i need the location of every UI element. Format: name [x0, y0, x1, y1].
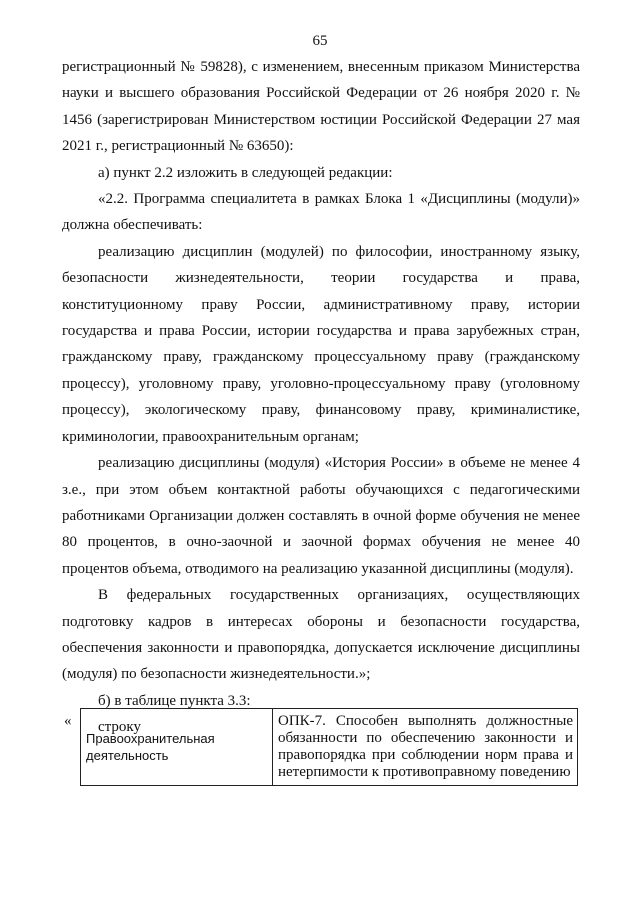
paragraph-item-a: а) пункт 2.2 изложить в следующей редакции: — [98, 164, 393, 181]
paragraph-disciplines-list: реализацию дисциплин (модулей) по философии, иностранному языку, безопасности жизнедеятельности, теории государства и права, конституционному праву России, административному праву, истории государства и права России, истории государства и права зарубежных стран, гражданскому праву, гражданскому процессуальному праву (гражданскому процессу), уголовному праву, уголовно-процессуальному праву (уголовному процессу), экологическому праву, финансовому праву, криминалистике, криминологии, правоохранительным органам; — [62, 243, 580, 445]
paragraph-history-of-russia: реализацию дисциплины (модуля) «История России» в объеме не менее 4 з.е., при этом объем контактной работы обучающихся с педагогическими работниками Организации должен составлять в очной форме обучения не менее 80 процентов, в очно-заочной и заочной формах обучения не менее 40 процентов объема, отводимого на реализацию указанной дисциплины (модуля). — [62, 455, 580, 577]
competency-table — [80, 708, 578, 786]
page-number: 65 — [312, 33, 328, 49]
paragraph-row-label: строку — [98, 719, 141, 736]
competency-cell: ОПК-7. Способен выполнять должностные обязанности по обеспечению законности и правопорядка при соблюдении норм права и нетерпимости к противоправному поведению — [273, 709, 578, 786]
table-open-quote: « — [64, 713, 72, 729]
paragraph-clause-2-2: «2.2. Программа специалитета в рамках Блока 1 «Дисциплины (модули)» должна обеспечивать: — [62, 191, 580, 234]
paragraph-federal-organizations: В федеральных государственных организациях, осуществляющих подготовку кадров в интересах обороны и безопасности государства, обеспечения законности и правопорядка, допускается исключение дисциплины (модуля) по безопасности жизнедеятельности.»; — [62, 587, 580, 683]
activity-area-cell: Правоохранительная деятельность — [81, 709, 273, 786]
paragraph-item-b: б) в таблице пункта 3.3: — [98, 692, 251, 709]
table-row — [81, 709, 578, 786]
paragraph-registration-continuation: регистрационный № 59828), с изменением, внесенным приказом Министерства науки и высшего образования Российской Федерации от 26 ноября 2020 г. № 1456 (зарегистрирован Министерством юстиции Российской Федерации 27 мая 2021 г., регистрационный № 63650): — [62, 59, 580, 155]
document-body — [62, 54, 580, 741]
